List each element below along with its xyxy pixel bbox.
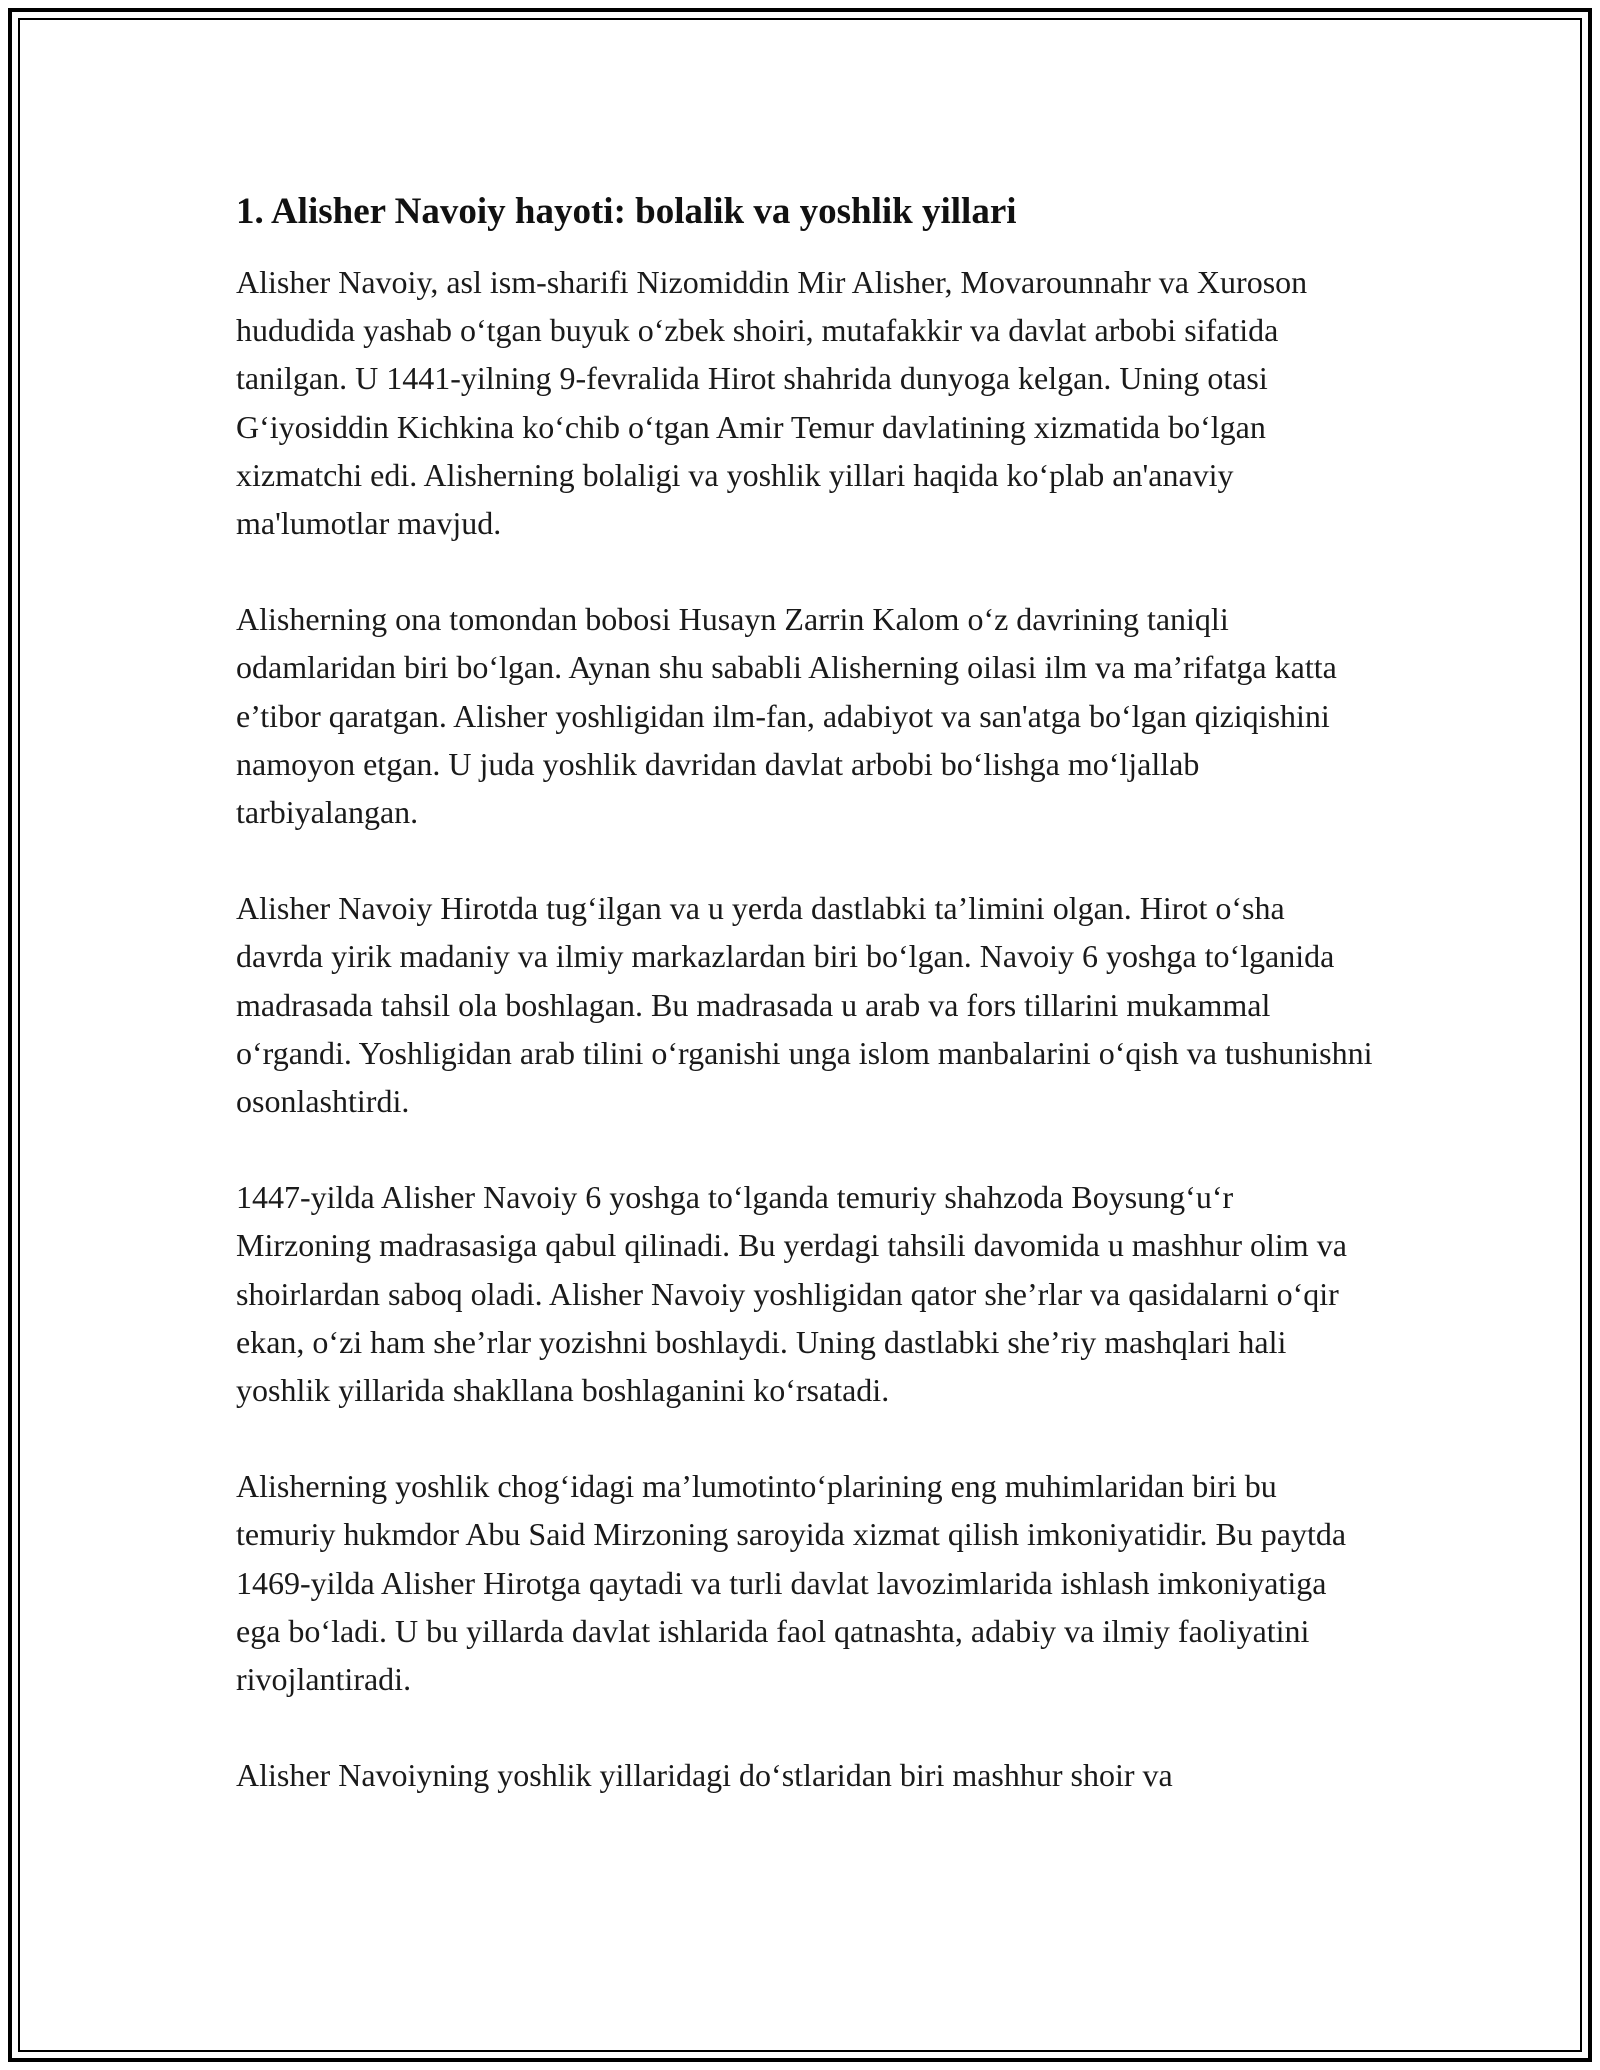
paragraph: Alisher Navoiy, asl ism-sharifi Nizomiddin Mir Alisher, Movarounnahr va Xuroson hududida yashab o‘tgan buyuk o‘zbek shoiri, mutafakkir va davlat arbobi sifatida tanilgan. U 1441-yilning 9-fevralida Hirot shahrida dunyoga kelgan. Uning otasi G‘iyosiddin Kichkina ko‘chib o‘tgan Amir Temur davlatining xizmatida bo‘lgan xizmatchi edi. Alisherning bolaligi va yoshlik yillari haqida ko‘plab an'anaviy ma'lumotlar mavjud.: [236, 264, 1308, 542]
paragraph: 1447-yilda Alisher Navoiy 6 yoshga to‘lganda temuriy shahzoda Boysung‘u‘r Mirzoning madrasasiga qabul qilinadi. Bu yerdagi tahsili davomida u mashhur olim va shoirlardan saboq oladi. Alisher Navoiy yoshligidan qator she’rlar va qasidalarni o‘qir ekan, o‘zi ham she’rlar yozishni boshlaydi. Uning dastlabki she’riy mashqlari hali yoshlik yillarida shakllana boshlaganini ko‘rsatadi.: [236, 1179, 1347, 1409]
paragraph: Alisher Navoiyning yoshlik yillaridagi do‘stlaridan biri mashhur shoir va: [236, 1757, 1173, 1794]
paragraph: Alisherning yoshlik chog‘idagi ma’lumotinto‘plarining eng muhimlaridan biri bu temuriy hukmdor Abu Said Mirzoning saroyida xizmat qilish imkoniyatidir. Bu paytda 1469-yilda Alisher Hirotga qaytadi va turli davlat lavozimlarida ishlash imkoniyatiga ega bo‘ladi. U bu yillarda davlat ishlarida faol qatnashta, adabiy va ilmiy faoliyatini rivojlantiradi.: [236, 1468, 1347, 1698]
paragraph: Alisherning ona tomondan bobosi Husayn Zarrin Kalom o‘z davrining taniqli odamlaridan biri bo‘lgan. Aynan shu sababli Alisherning oilasi ilm va ma’rifatga katta e’tibor qaratgan. Alisher yoshligidan ilm-fan, adabiyot va san'atga bo‘lgan qiziqishini namoyon etgan. U juda yoshlik davridan davlat arbobi bo‘lishga mo‘ljallab tarbiyalangan.: [236, 601, 1337, 831]
section-heading: 1. Alisher Navoiy hayoti: bolalik va yoshlik yillari: [236, 191, 1017, 232]
paragraph: Alisher Navoiy Hirotda tug‘ilgan va u yerda dastlabki ta’limini olgan. Hirot o‘sha davrda yirik madaniy va ilmiy markazlardan biri bo‘lgan. Navoiy 6 yoshga to‘lganida madrasada tahsil ola boshlagan. Bu madrasada u arab va fors tillarini mukammal o‘rgandi. Yoshligidan arab tilini o‘rganishi unga islom manbalarini o‘qish va tushunishni osonlashtirdi.: [236, 890, 1373, 1120]
document-body: [236, 188, 1376, 1847]
